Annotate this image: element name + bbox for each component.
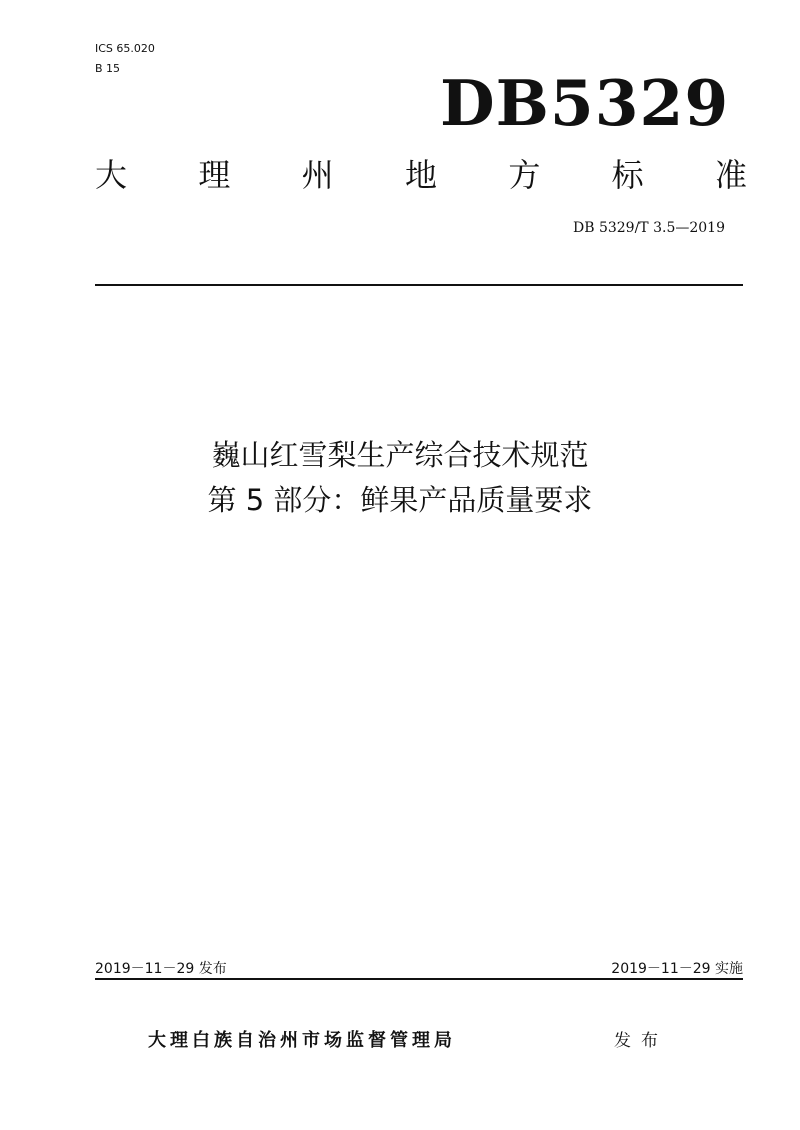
footer-divider <box>95 978 743 980</box>
standard-code-large: DB5329 <box>440 66 730 140</box>
standard-number: DB 5329/T 3.5—2019 <box>573 220 725 236</box>
standard-type-char: 准 <box>714 156 747 194</box>
ccs-code: B 15 <box>95 62 121 75</box>
standard-type-char: 州 <box>301 156 334 194</box>
ics-code: ICS 65.020 <box>95 42 155 55</box>
standard-type-title <box>95 155 747 195</box>
standard-type-char: 标 <box>611 156 644 194</box>
issuing-authority: 大理白族自治州市场监督管理局 <box>148 1030 456 1051</box>
standard-type-char: 大 <box>95 156 128 194</box>
standard-type-char: 理 <box>198 156 231 194</box>
issue-date: 2019－11－29 发布 <box>95 961 227 977</box>
document-title-line-2: 第 5 部分：鲜果产品质量要求 <box>207 483 593 517</box>
standard-type-char: 地 <box>404 156 437 194</box>
document-title-line-1: 巍山红雪梨生产综合技术规范 <box>211 438 589 472</box>
implementation-date: 2019－11－29 实施 <box>611 961 743 977</box>
header-divider <box>95 284 743 286</box>
publish-label: 发布 <box>614 1031 668 1051</box>
standard-type-char: 方 <box>508 156 541 194</box>
